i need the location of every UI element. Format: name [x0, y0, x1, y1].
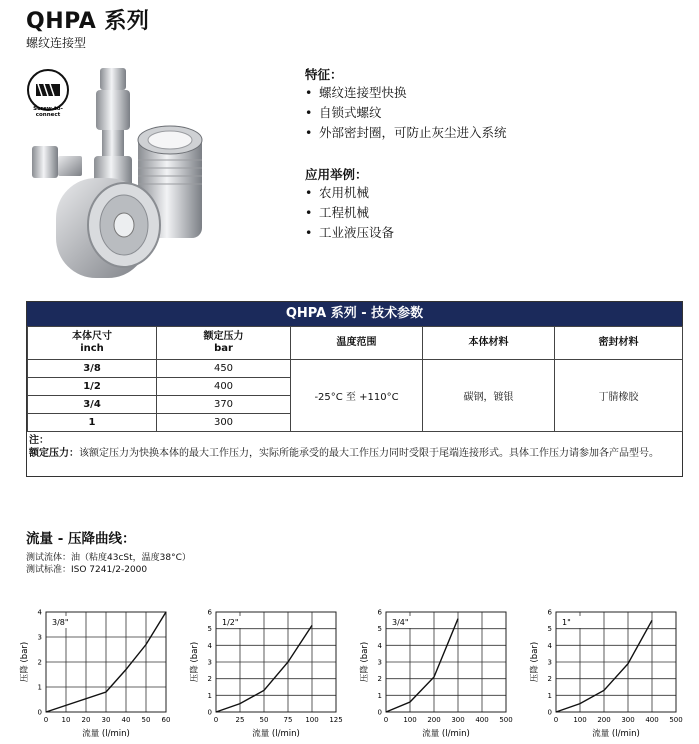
x-tick-label: 0: [553, 716, 559, 724]
x-axis-label: 流量 (l/min): [82, 729, 130, 739]
screw-to-connect-badge: [28, 70, 68, 118]
y-tick-label: 3: [547, 658, 552, 667]
note-term: 额定压力：: [29, 448, 79, 459]
flow-chart-1: [528, 604, 688, 744]
list-item: • 工程机械: [305, 203, 394, 223]
x-tick-label: 100: [403, 716, 417, 724]
col-size: 本体尺寸 inch: [28, 327, 157, 360]
x-axis-label: 流量 (l/min): [422, 729, 470, 739]
y-axis-label: 压降 (bar): [360, 641, 370, 683]
cell-size: 3/4: [28, 396, 157, 414]
spec-table: [27, 326, 683, 432]
note-label: 注：: [29, 435, 49, 446]
y-tick-label: 4: [547, 641, 552, 650]
x-tick-label: 300: [621, 716, 635, 724]
page-subtitle: 螺纹连接型: [26, 36, 87, 50]
x-tick-label: 0: [213, 716, 219, 724]
x-tick-label: 100: [305, 716, 319, 724]
x-tick-label: 500: [669, 716, 683, 724]
x-tick-label: 300: [451, 716, 465, 724]
y-tick-label: 0: [207, 708, 212, 717]
page-title: QHPA 系列: [26, 9, 150, 34]
y-tick-label: 0: [377, 708, 382, 717]
series-label: 1": [562, 618, 571, 627]
series-label: 3/4": [392, 618, 409, 627]
list-item: • 农用机械: [305, 183, 394, 203]
y-tick-label: 3: [37, 633, 42, 642]
test-standard: 测试标准：ISO 7241/2-2000: [26, 565, 148, 575]
series-label: 3/8": [52, 618, 69, 627]
x-axis-label: 流量 (l/min): [592, 729, 640, 739]
x-tick-label: 30: [101, 716, 111, 724]
y-tick-label: 0: [37, 708, 42, 717]
y-axis-label: 压降 (bar): [190, 641, 200, 683]
features-list: [305, 83, 507, 143]
x-tick-label: 0: [43, 716, 49, 724]
col-material: 本体材料: [423, 327, 555, 360]
x-tick-label: 40: [121, 716, 131, 724]
applications-heading: 应用举例：: [305, 167, 368, 182]
x-tick-label: 0: [383, 716, 389, 724]
y-tick-label: 2: [377, 675, 382, 684]
x-tick-label: 10: [61, 716, 71, 724]
table-row: [28, 360, 683, 378]
series-label: 1/2": [222, 618, 239, 627]
flow-chart-3-4: [358, 604, 518, 744]
y-tick-label: 2: [37, 658, 42, 667]
col-temp: 温度范围: [291, 327, 423, 360]
flow-heading: 流量 - 压降曲线：: [26, 531, 136, 547]
cell-temp: -25°C 至 +110°C: [291, 360, 423, 432]
y-tick-label: 4: [207, 641, 212, 650]
col-seal: 密封材料: [555, 327, 683, 360]
series-line: [386, 619, 458, 712]
cell-pressure: 370: [157, 396, 291, 414]
cell-pressure: 450: [157, 360, 291, 378]
flow-chart-1-2: [188, 604, 348, 744]
cell-size: 3/8: [28, 360, 157, 378]
badge-text-1: Screw-to-: [33, 106, 63, 112]
y-tick-label: 5: [377, 625, 382, 634]
y-tick-label: 2: [207, 675, 212, 684]
table-note: [29, 434, 679, 460]
y-tick-label: 6: [207, 608, 212, 617]
y-tick-label: 5: [207, 625, 212, 634]
y-tick-label: 4: [377, 641, 382, 650]
y-tick-label: 5: [547, 625, 552, 634]
x-tick-label: 100: [573, 716, 587, 724]
list-item: • 自锁式螺纹: [305, 103, 507, 123]
x-tick-label: 200: [427, 716, 441, 724]
y-tick-label: 1: [547, 691, 552, 700]
y-axis-label: 压降 (bar): [20, 641, 30, 683]
note-text: 该额定压力为快换本体的最大工作压力，实际所能承受的最大工作压力同时受限于尾端连接形式。具体工作压力请参加各产品型号。: [79, 448, 659, 459]
cell-seal: 丁腈橡胶: [555, 360, 683, 432]
x-tick-label: 60: [161, 716, 171, 724]
features-heading: 特征：: [305, 67, 343, 82]
x-tick-label: 400: [645, 716, 659, 724]
list-item: • 工业液压设备: [305, 223, 394, 243]
product-photo: [14, 60, 284, 290]
y-axis-label: 压降 (bar): [530, 641, 540, 683]
spec-table-panel: [26, 301, 683, 477]
badge-text-2: connect: [35, 112, 61, 118]
list-item: • 螺纹连接型快换: [305, 83, 507, 103]
x-tick-label: 50: [141, 716, 151, 724]
y-tick-label: 0: [547, 708, 552, 717]
y-tick-label: 3: [207, 658, 212, 667]
cell-size: 1: [28, 414, 157, 432]
y-tick-label: 1: [377, 691, 382, 700]
y-tick-label: 1: [207, 691, 212, 700]
x-tick-label: 125: [329, 716, 343, 724]
flow-chart-3-8: [18, 604, 178, 744]
y-tick-label: 1: [37, 683, 42, 692]
y-tick-label: 2: [547, 675, 552, 684]
x-tick-label: 500: [499, 716, 513, 724]
x-tick-label: 25: [235, 716, 245, 724]
y-tick-label: 6: [377, 608, 382, 617]
list-item: • 外部密封圈，可防止灰尘进入系统: [305, 123, 507, 143]
x-tick-label: 400: [475, 716, 489, 724]
x-axis-label: 流量 (l/min): [252, 729, 300, 739]
cell-pressure: 400: [157, 378, 291, 396]
y-tick-label: 4: [37, 608, 42, 617]
cell-material: 碳钢，镀银: [423, 360, 555, 432]
cell-size: 1/2: [28, 378, 157, 396]
spec-table-title: QHPA 系列 - 技术参数: [27, 302, 682, 326]
x-tick-label: 75: [283, 716, 293, 724]
x-tick-label: 50: [259, 716, 269, 724]
cell-pressure: 300: [157, 414, 291, 432]
applications-list: [305, 183, 394, 243]
table-header-row: [28, 327, 683, 360]
y-tick-label: 3: [377, 658, 382, 667]
test-fluid: 测试流体：油（粘度43cSt，温度38°C）: [26, 553, 191, 563]
x-tick-label: 200: [597, 716, 611, 724]
y-tick-label: 6: [547, 608, 552, 617]
col-pressure: 额定压力 bar: [157, 327, 291, 360]
x-tick-label: 20: [81, 716, 91, 724]
